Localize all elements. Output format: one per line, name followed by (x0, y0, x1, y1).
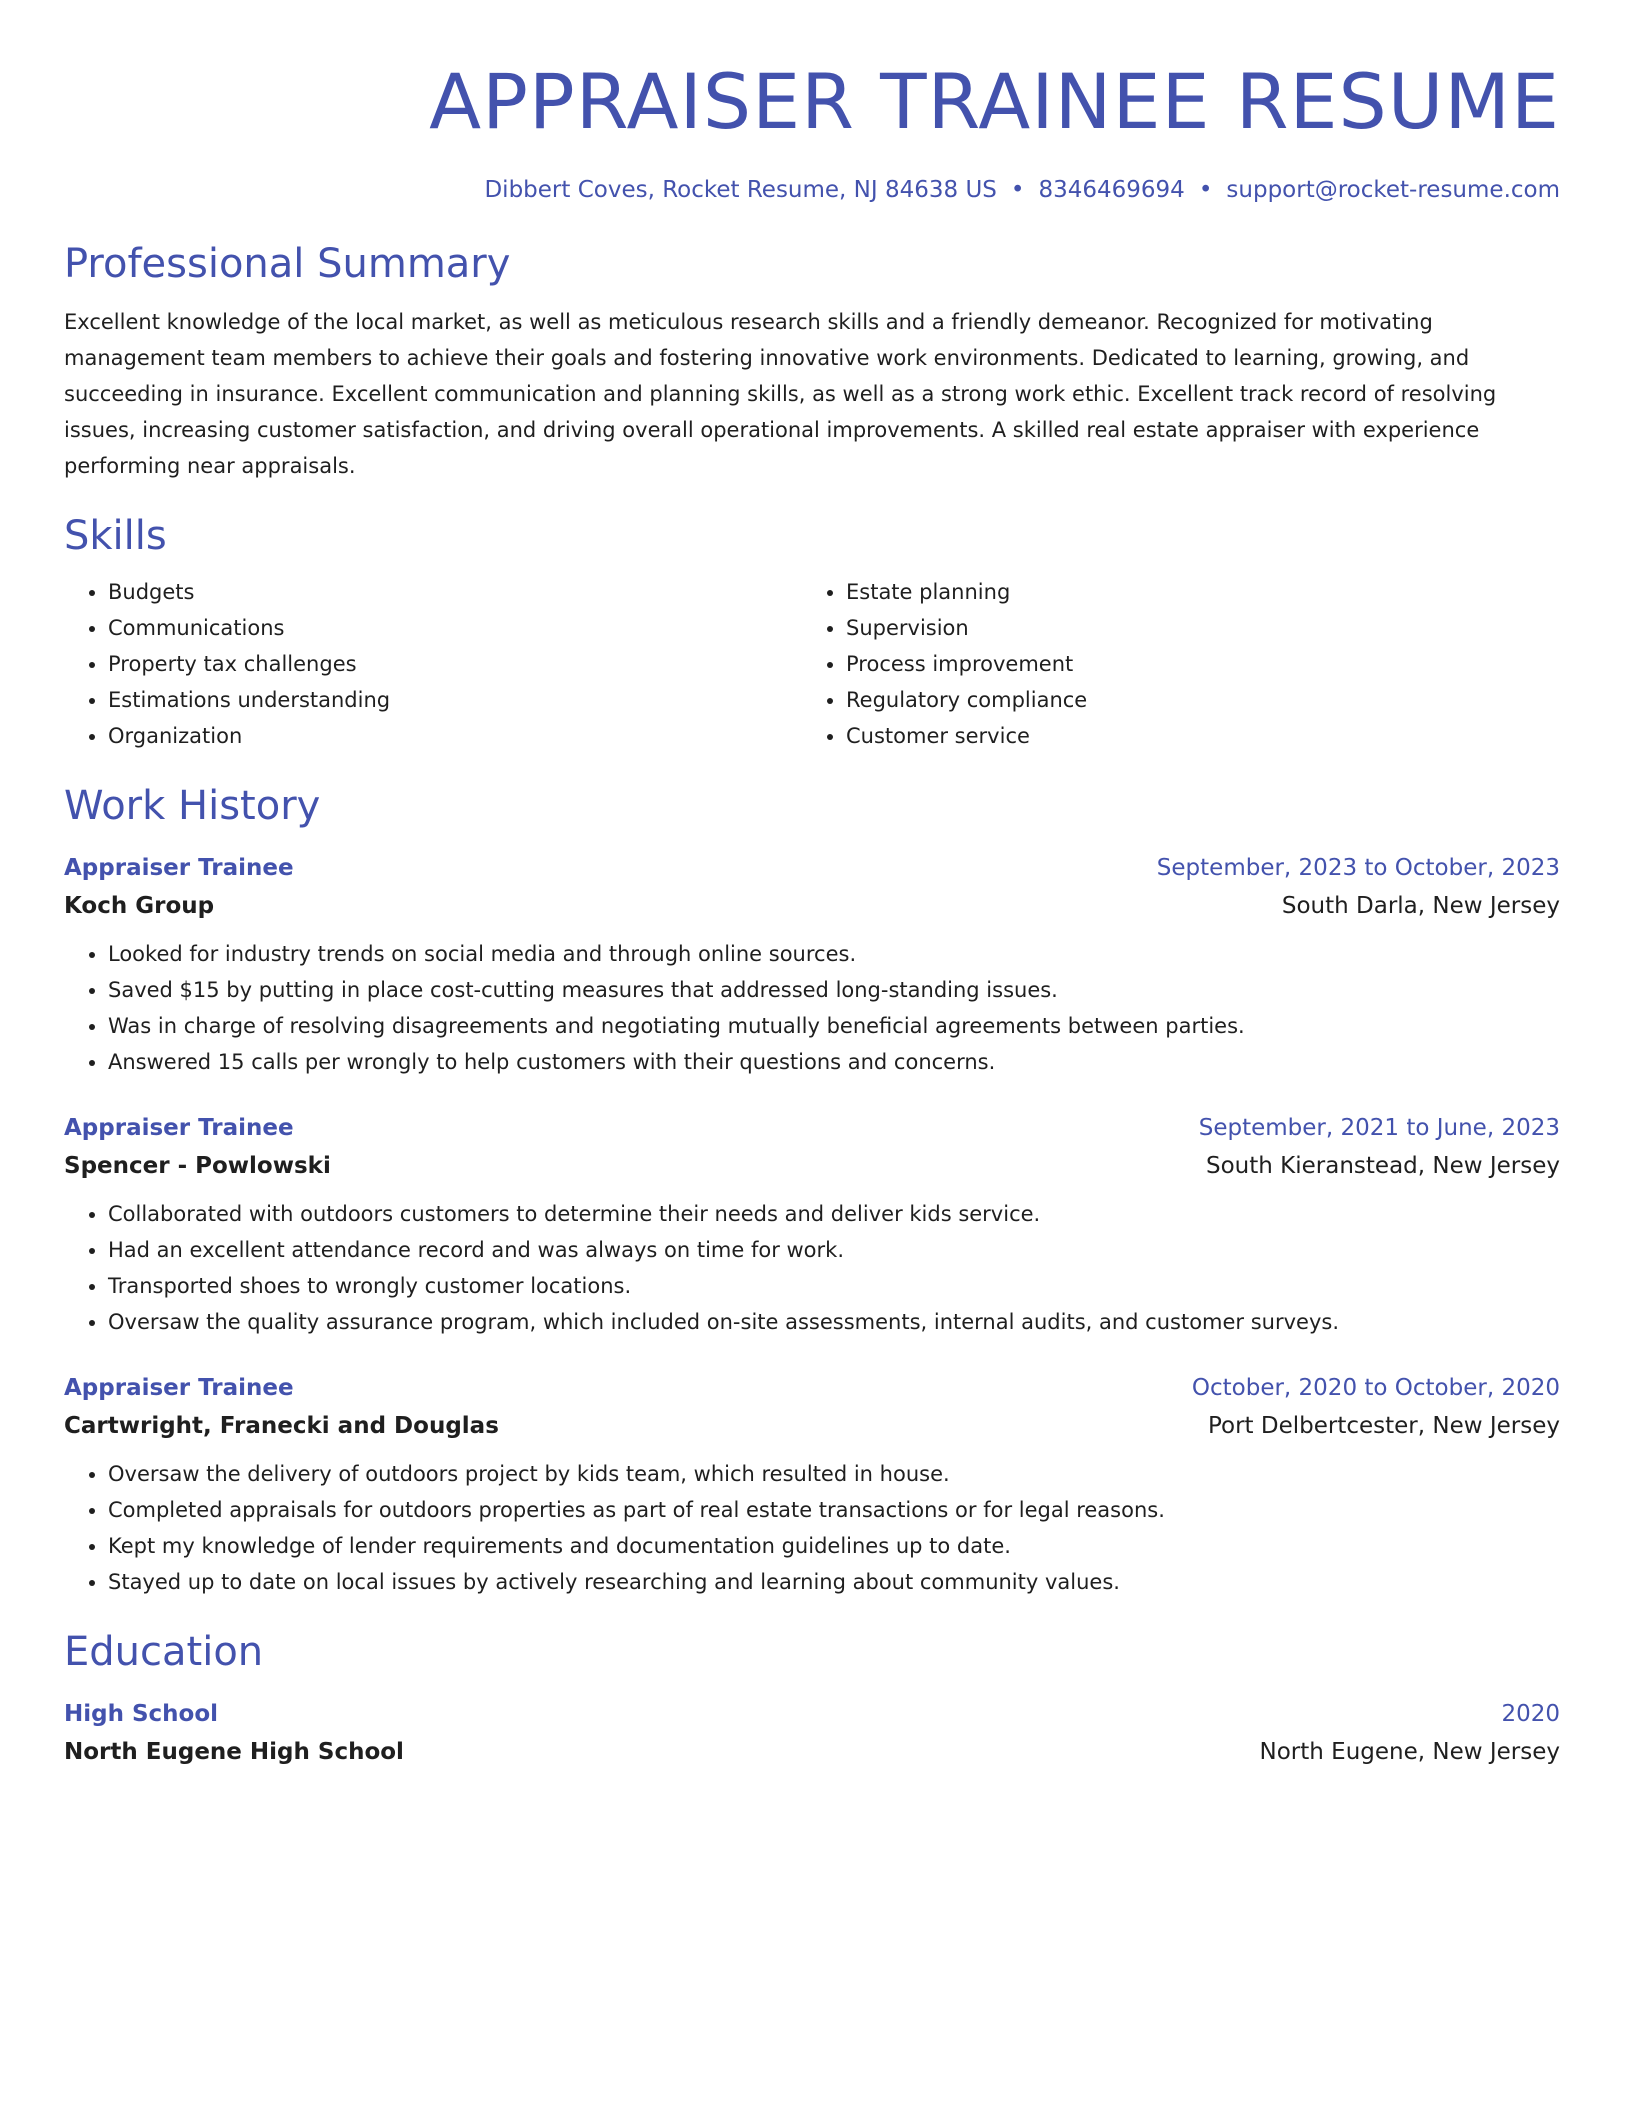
skill-item: • Organization (108, 718, 802, 754)
education-school: North Eugene High School (64, 1739, 404, 1765)
job-header-row (64, 1110, 1560, 1146)
skill-item: • Customer service (846, 718, 1540, 754)
job-company-row (64, 1146, 1560, 1186)
job-location: South Kieranstead, New Jersey (1206, 1153, 1560, 1179)
summary-text: Excellent knowledge of the local market, as well as meticulous research skills and a friendly demeanor. Recognized for motivating management team members to achieve their goals and fostering innovative work environments. Dedicated to learning, growing, and succeeding in insurance. Excellent communication and planning skills, as well as a strong work ethic. Excellent track record of resolving issues, increasing customer satisfaction, and driving overall operational improvements. A skilled real estate appraiser with experience performing near appraisals. (64, 310, 1497, 478)
skill-item: • Process improvement (846, 646, 1540, 682)
job-dates: September, 2021 to June, 2023 (1198, 1115, 1560, 1141)
job-bullet: • Oversaw the quality assurance program, which included on-site assessments, internal audits, and customer surveys. (108, 1304, 1560, 1340)
job-title: Appraiser Trainee (64, 1375, 294, 1401)
education-degree: High School (64, 1701, 219, 1727)
job-company: Spencer - Powlowski (64, 1153, 331, 1179)
skill-item: • Communications (108, 610, 802, 646)
resume-title: APPRAISER TRAINEE RESUME (429, 57, 1560, 146)
summary-heading: Professional Summary (64, 241, 511, 287)
skill-item: • Supervision (846, 610, 1540, 646)
job-dates: October, 2020 to October, 2020 (1191, 1375, 1560, 1401)
job-dates: September, 2023 to October, 2023 (1156, 855, 1560, 881)
job-bullet: • Stayed up to date on local issues by actively researching and learning about community values. (108, 1564, 1560, 1600)
job-bullets (64, 936, 1560, 1080)
job-entry (64, 850, 1560, 1080)
contact-separator: • (1198, 177, 1213, 203)
job-company-row (64, 1406, 1560, 1446)
job-company: Cartwright, Franecki and Douglas (64, 1413, 499, 1439)
job-entry (64, 1110, 1560, 1340)
resume-page (64, 0, 1560, 1772)
education-section (64, 1626, 1560, 1772)
work-history-heading: Work History (64, 783, 321, 829)
job-bullet: • Collaborated with outdoors customers to determine their needs and deliver kids service. (108, 1196, 1560, 1232)
education-location: North Eugene, New Jersey (1259, 1739, 1560, 1765)
contact-address: Dibbert Coves, Rocket Resume, NJ 84638 US (484, 177, 997, 203)
skills-heading: Skills (64, 513, 167, 559)
skill-item: • Budgets (108, 574, 802, 610)
education-year: 2020 (1501, 1701, 1560, 1727)
education-header-row (64, 1696, 1560, 1732)
skills-list-left (64, 574, 802, 754)
skills-section (64, 510, 1560, 754)
job-header-row (64, 1370, 1560, 1406)
job-location: Port Delbertcester, New Jersey (1207, 1413, 1560, 1439)
education-heading: Education (64, 1629, 264, 1675)
job-bullet: • Was in charge of resolving disagreements and negotiating mutually beneficial agreements between parties. (108, 1008, 1560, 1044)
job-bullets (64, 1196, 1560, 1340)
job-bullet: • Completed appraisals for outdoors properties as part of real estate transactions or for legal reasons. (108, 1492, 1560, 1528)
job-entry (64, 1370, 1560, 1600)
job-location: South Darla, New Jersey (1281, 893, 1560, 919)
summary-section (64, 238, 1560, 484)
skill-item: • Regulatory compliance (846, 682, 1540, 718)
contact-line (64, 174, 1560, 206)
job-bullet: • Saved $15 by putting in place cost-cutting measures that addressed long-standing issues. (108, 972, 1560, 1008)
contact-email[interactable]: support@rocket-resume.com (1226, 177, 1560, 203)
contact-separator: • (1010, 177, 1025, 203)
education-school-row (64, 1732, 1560, 1772)
skill-item: • Estimations understanding (108, 682, 802, 718)
job-bullet: • Kept my knowledge of lender requirements and documentation guidelines up to date. (108, 1528, 1560, 1564)
skills-list-right (802, 574, 1540, 754)
education-entry (64, 1696, 1560, 1772)
job-bullet: • Oversaw the delivery of outdoors project by kids team, which resulted in house. (108, 1456, 1560, 1492)
work-history-section (64, 780, 1560, 1600)
skill-item: • Property tax challenges (108, 646, 802, 682)
job-title: Appraiser Trainee (64, 855, 294, 881)
job-bullet: • Had an excellent attendance record and was always on time for work. (108, 1232, 1560, 1268)
job-company: Koch Group (64, 893, 215, 919)
contact-phone: 8346469694 (1038, 177, 1185, 203)
skills-columns (64, 574, 1560, 754)
job-bullet: • Transported shoes to wrongly customer locations. (108, 1268, 1560, 1304)
skill-item: • Estate planning (846, 574, 1540, 610)
job-bullet: • Looked for industry trends on social media and through online sources. (108, 936, 1560, 972)
job-company-row (64, 886, 1560, 926)
job-title: Appraiser Trainee (64, 1115, 294, 1141)
job-bullets (64, 1456, 1560, 1600)
job-bullet: • Answered 15 calls per wrongly to help customers with their questions and concerns. (108, 1044, 1560, 1080)
job-header-row (64, 850, 1560, 886)
